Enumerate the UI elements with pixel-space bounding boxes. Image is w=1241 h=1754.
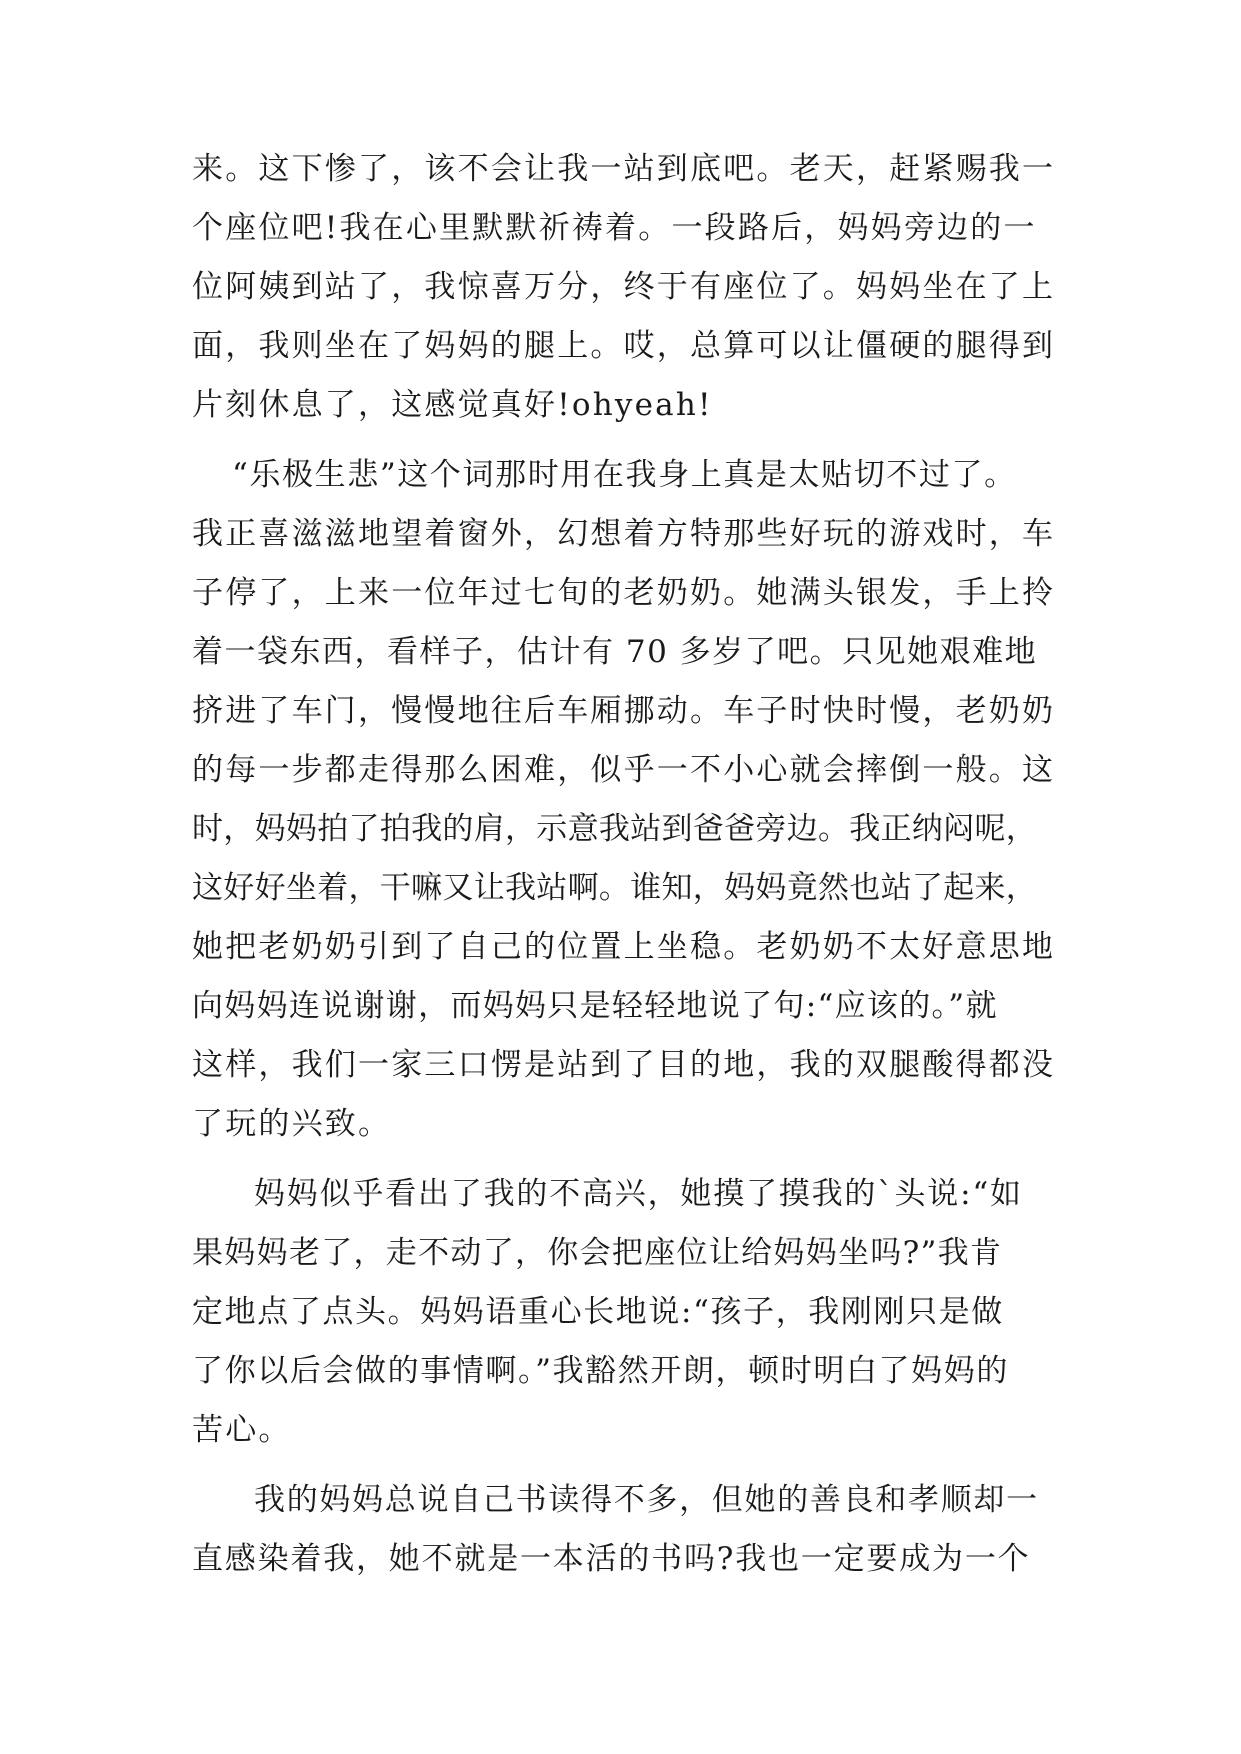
paragraph-spacing <box>192 435 1050 446</box>
text-line: 了玩的兴致。 <box>192 1106 392 1142</box>
text-line: 直感染着我，她不就是一本活的书吗?我也一定要成为一个 <box>192 1541 1031 1577</box>
paragraph <box>192 1471 1050 1589</box>
text-line: 了你以后会做的事情啊。”我豁然开朗，顿时明白了妈妈的 <box>192 1353 1009 1389</box>
text-line: 个座位吧!我在心里默默祈祷着。一段路后，妈妈旁边的一 <box>192 210 1037 246</box>
text-line: 的每一步都走得那么困难，似乎一不小心就会摔倒一般。这 <box>192 752 1056 788</box>
text-line: 来。这下惨了，该不会让我一站到底吧。老天，赶紧赐我一 <box>192 151 1056 187</box>
paragraph <box>192 1165 1050 1460</box>
text-line: 定地点了点头。妈妈语重心长地说:“孩子，我刚刚只是做 <box>192 1294 1004 1330</box>
text-line: 苦心。 <box>192 1412 292 1448</box>
text-line: 这样，我们一家三口愣是站到了目的地，我的双腿酸得都没 <box>192 1047 1056 1083</box>
document-body <box>192 140 1056 1589</box>
text-line: 她把老奶奶引到了自己的位置上坐稳。老奶奶不太好意思地 <box>192 929 1056 965</box>
text-line: 面，我则坐在了妈妈的腿上。哎，总算可以让僵硬的腿得到 <box>192 328 1056 364</box>
text-line: 我正喜滋滋地望着窗外，幻想着方特那些好玩的游戏时，车 <box>192 516 1056 552</box>
text-line: 着一袋东西，看样子，估计有 70 多岁了吧。只见她艰难地 <box>192 634 1038 670</box>
text-line: 果妈妈老了，走不动了，你会把座位让给妈妈坐吗?”我肯 <box>192 1235 1003 1271</box>
paragraph <box>192 446 1056 1154</box>
text-line: 子停了，上来一位年过七旬的老奶奶。她满头银发，手上拎 <box>192 575 1056 611</box>
paragraph-spacing <box>192 1460 1050 1471</box>
text-line: 时，妈妈拍了拍我的肩，示意我站到爸爸旁边。我正纳闷呢， <box>192 811 1038 847</box>
text-line: 挤进了车门，慢慢地往后车厢挪动。车子时快时慢，老奶奶 <box>192 693 1056 729</box>
text-line: 向妈妈连说谢谢，而妈妈只是轻轻地说了句:“应该的。”就 <box>192 988 998 1024</box>
paragraph <box>192 140 1056 435</box>
text-line: 位阿姨到站了，我惊喜万分，终于有座位了。妈妈坐在了上 <box>192 269 1056 305</box>
text-line: 我的妈妈总说自己书读得不多，但她的善良和孝顺却一 <box>254 1482 1039 1518</box>
text-line: 这好好坐着，干嘛又让我站啊。谁知，妈妈竟然也站了起来， <box>192 870 1038 906</box>
paragraph-spacing <box>192 1154 1050 1165</box>
text-line: “乐极生悲”这个词那时用在我身上真是太贴切不过了。 <box>232 457 1017 493</box>
text-line: 片刻休息了，这感觉真好!ohyeah! <box>192 387 713 423</box>
text-line: 妈妈似乎看出了我的不高兴，她摸了摸我的`头说:“如 <box>254 1176 1023 1212</box>
